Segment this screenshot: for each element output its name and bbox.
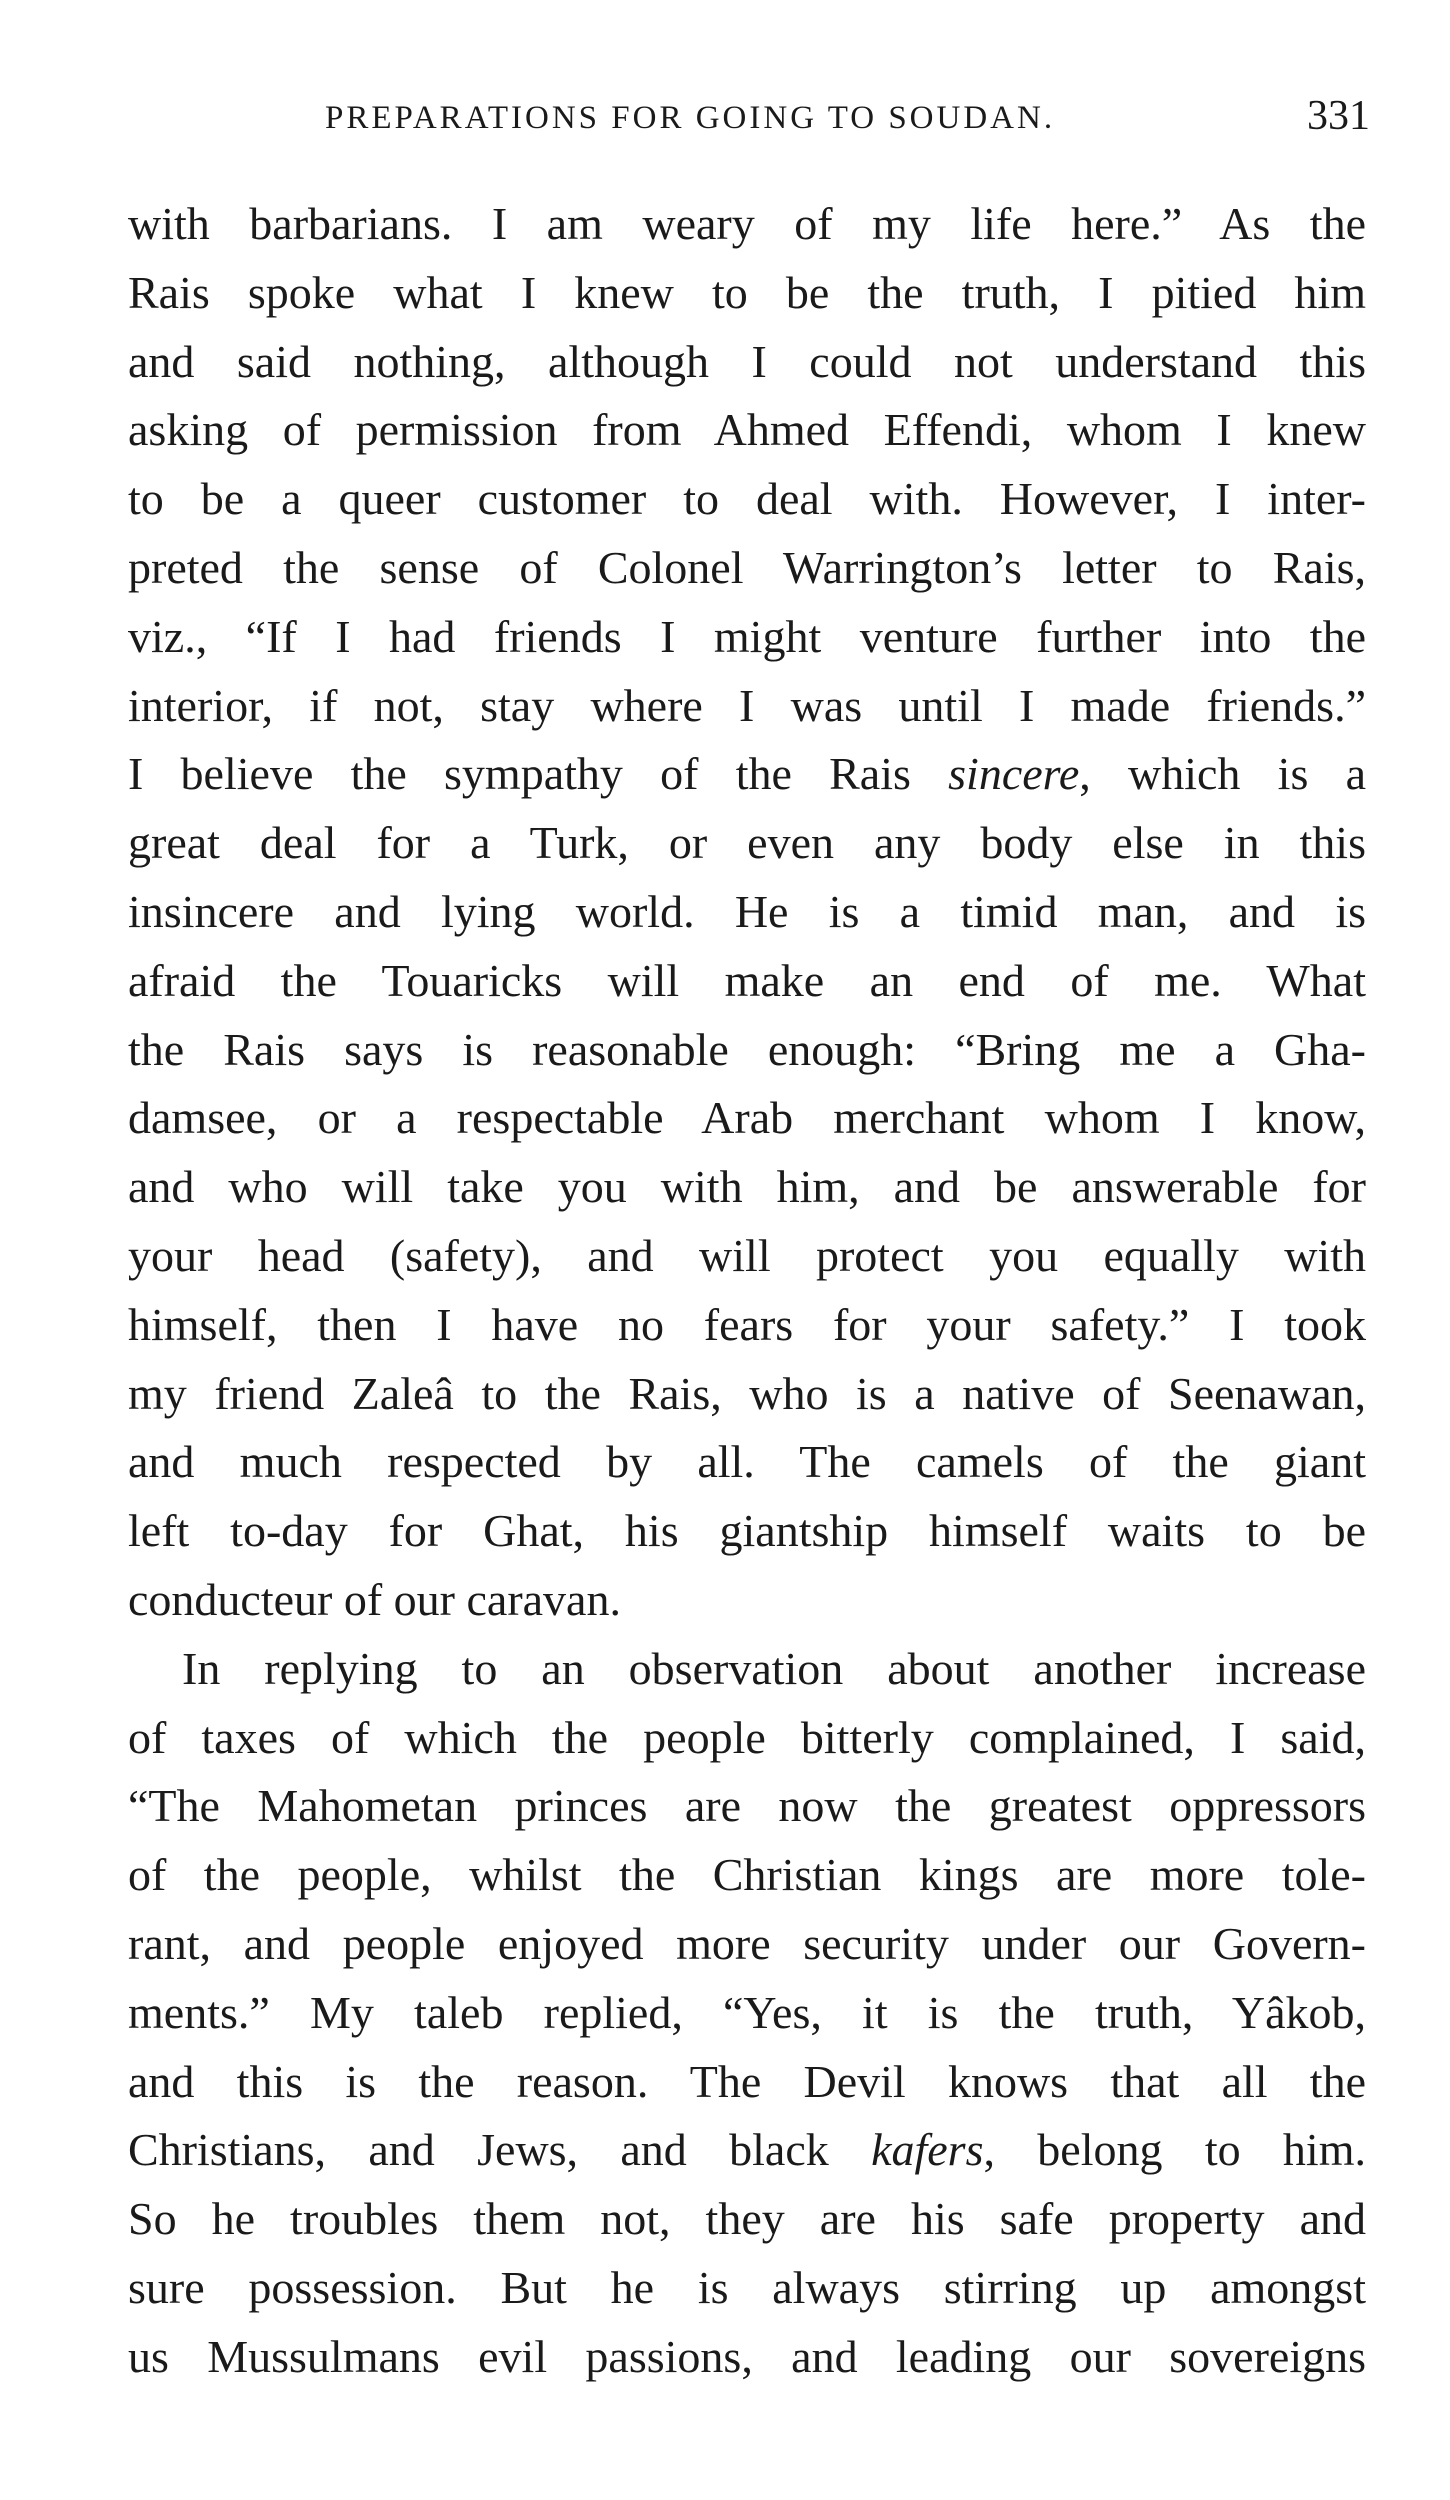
running-title: PREPARATIONS FOR GOING TO SOUDAN. — [325, 100, 1056, 136]
text-segment: , which is a — [1079, 748, 1366, 800]
text-line: and this is the reason. The Devil knows that all the — [128, 2055, 1366, 2107]
italic-word: sincere — [948, 748, 1080, 800]
text-line: afraid the Touaricks will make an end of me. What — [128, 954, 1366, 1006]
text-line: ments.” My taleb replied, “Yes, it is the truth, Yâkob, — [128, 1986, 1366, 2038]
body-text — [128, 190, 1366, 2392]
text-line: viz., “If I had friends I might venture further into the — [128, 610, 1366, 662]
text-line: In replying to an observation about another increase — [182, 1642, 1366, 1694]
text-line: himself, then I have no fears for your safety.” I took — [128, 1298, 1366, 1350]
text-line: of the people, whilst the Christian kings are more tole- — [128, 1849, 1366, 1901]
text-line: interior, if not, stay where I was until I made friends.” — [128, 679, 1366, 731]
text-line: the Rais says is reasonable enough: “Bring me a Gha- — [128, 1023, 1366, 1075]
text-line: of taxes of which the people bitterly complained, I said, — [128, 1711, 1366, 1763]
text-segment: I believe the sympathy of the Rais — [128, 748, 949, 800]
text-line — [128, 740, 1366, 809]
text-line: conducteur of our caravan. — [128, 1573, 621, 1625]
text-line: asking of permission from Ahmed Effendi, whom I knew — [128, 404, 1366, 456]
text-line: us Mussulmans evil passions, and leading our sovereigns — [128, 2330, 1366, 2382]
text-line: and much respected by all. The camels of the giant — [128, 1436, 1366, 1488]
text-line: left to-day for Ghat, his giantship himself waits to be — [128, 1505, 1366, 1557]
text-line — [128, 2116, 1366, 2185]
running-head — [0, 92, 1450, 152]
text-line: and said nothing, although I could not understand this — [128, 335, 1366, 387]
text-line: my friend Zaleâ to the Rais, who is a native of Seenawan, — [128, 1367, 1366, 1419]
text-line: rant, and people enjoyed more security under our Govern- — [128, 1917, 1366, 1969]
page-number: 331 — [1307, 93, 1370, 139]
italic-word: kafers — [871, 2124, 984, 2176]
text-line: insincere and lying world. He is a timid man, and is — [128, 885, 1366, 937]
text-line: So he troubles them not, they are his safe property and — [128, 2193, 1366, 2245]
text-line: preted the sense of Colonel Warrington’s letter to Rais, — [128, 541, 1366, 593]
text-segment: , belong to him. — [983, 2124, 1366, 2176]
text-line: sure possession. But he is always stirring up amongst — [128, 2261, 1366, 2313]
text-line: great deal for a Turk, or even any body else in this — [128, 817, 1366, 869]
text-line: with barbarians. I am weary of my life here.” As the — [128, 198, 1366, 249]
text-line: damsee, or a respectable Arab merchant whom I know, — [128, 1092, 1366, 1144]
text-line: to be a queer customer to deal with. However, I inter- — [128, 473, 1366, 525]
text-segment: Christians, and Jews, and black — [128, 2124, 872, 2176]
text-line: your head (safety), and will protect you equally with — [128, 1229, 1366, 1281]
text-line: Rais spoke what I knew to be the truth, I pitied him — [128, 266, 1366, 318]
text-line: and who will take you with him, and be answerable for — [128, 1161, 1366, 1213]
text-line: “The Mahometan princes are now the greatest oppressors — [128, 1780, 1366, 1832]
